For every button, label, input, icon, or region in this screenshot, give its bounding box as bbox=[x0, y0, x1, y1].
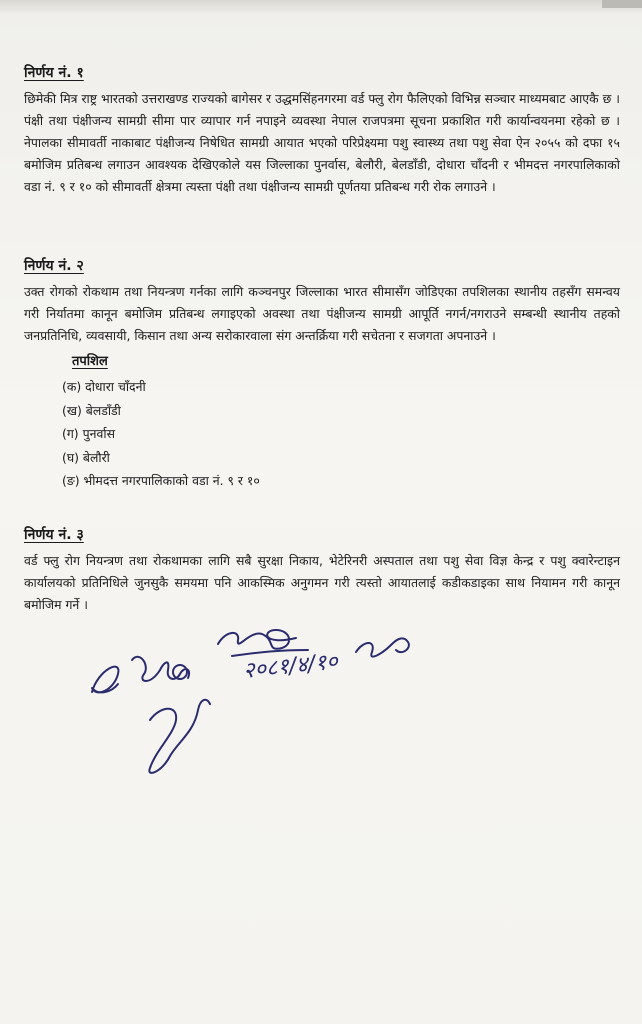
decision-2-section bbox=[24, 255, 620, 493]
page-top-shadow bbox=[0, 0, 642, 14]
page-corner-shadow bbox=[602, 0, 642, 8]
signature-4 bbox=[356, 638, 409, 656]
decision-3-heading: निर्णय नं. ३ bbox=[24, 527, 84, 543]
schedule-item: (क) दोधारा चाँदनी bbox=[62, 379, 146, 394]
schedule-title: तपशिल bbox=[72, 354, 108, 369]
schedule-item: (घ) बेलौरी bbox=[62, 449, 110, 465]
schedule-item: (ङ) भीमदत्त नगरपालिकाको वडा नं. ९ र १० bbox=[62, 473, 260, 488]
schedule-item: (ग) पुनर्वास bbox=[62, 426, 115, 441]
schedule-list bbox=[62, 375, 620, 493]
signature-3 bbox=[218, 630, 296, 649]
handwritten-date: २०८१/४/१० bbox=[242, 649, 340, 684]
decision-1-section bbox=[24, 62, 620, 198]
signature-1 bbox=[92, 667, 118, 693]
decision-1-text: छिमेकी मित्र राष्ट्र भारतको उत्तराखण्ड राज्यको बागेसर र उद्धमसिंहनगरमा वर्ड फ्लु रोग फैलिएको विभिन्न सञ्चार माध्यमबाट आएकै छ । पंक्षी तथा पंक्षीजन्य सामग्री सीमा पार व्यापार गर्न नपाइने व्यवस्था नेपाल राजपत्रमा सूचना प्रकाशित गरी कार्यान्वयनमा रहेको छ । नेपालका सीमावर्ती नाकाबाट पंक्षीजन्य निषेधित सामग्री आयात भएको परिप्रेक्ष्यमा पशु स्वास्थ्य तथा पशु सेवा ऐन २०५५ को दफा १५ बमोजिम प्रतिबन्ध लगाउन आवश्यक देखिएकोले यस जिल्लाका पुनर्वास, बेलौरी, बेलडाँडी, दोधारा चाँदनी र भीमदत्त नगरपालिकाको वडा नं. ९ र १० को सीमावर्ती क्षेत्रमा त्यस्ता पंक्षी तथा पंक्षीजन्य सामग्री पूर्णतया प्रतिबन्ध गरी रोक लगाउने । bbox=[24, 91, 620, 194]
signature-5 bbox=[149, 700, 210, 773]
signature-2 bbox=[132, 657, 189, 681]
decision-3-text: वर्ड फ्लु रोग नियन्त्रण तथा रोकथामका लागि सबै सुरक्षा निकाय, भेटेरिनरी अस्पताल तथा पशु सेवा विज्ञ केन्द्र र पशु क्वारेन्टाइन कार्यालयको प्रतिनिधिले जुनसुकै समयमा पनि आकस्मिक अनुगमन गरी त्यस्तो आयातलाई कडीकडाइका साथ नियामन गरी कानून बमोजिम गर्ने । bbox=[24, 553, 620, 612]
signatures-drawing bbox=[0, 600, 642, 800]
decision-2-text: उक्त रोगको रोकथाम तथा नियन्त्रण गर्नका लागि कञ्चनपुर जिल्लाका भारत सीमासँग जोडिएका तपशिलका स्थानीय तहसँग समन्वय गरी निर्यातमा कानून बमोजिम प्रतिबन्ध लगाइएको अवस्था तथा पंक्षीजन्य सामग्री आपूर्ति नगर्न/नगराउने सम्बन्धी स्थानीय तहको जनप्रतिनिधि, व्यवसायी, किसान तथा अन्य सरोकारवाला संग अन्तर्क्रिया गरी सचेतना र सजगता अपनाउने । bbox=[24, 284, 620, 343]
signatures-area bbox=[0, 600, 642, 800]
decision-2-heading: निर्णय नं. २ bbox=[24, 258, 84, 274]
schedule-item: (ख) बेलडाँडी bbox=[62, 402, 121, 418]
decision-1-heading: निर्णय नं. १ bbox=[24, 65, 84, 81]
